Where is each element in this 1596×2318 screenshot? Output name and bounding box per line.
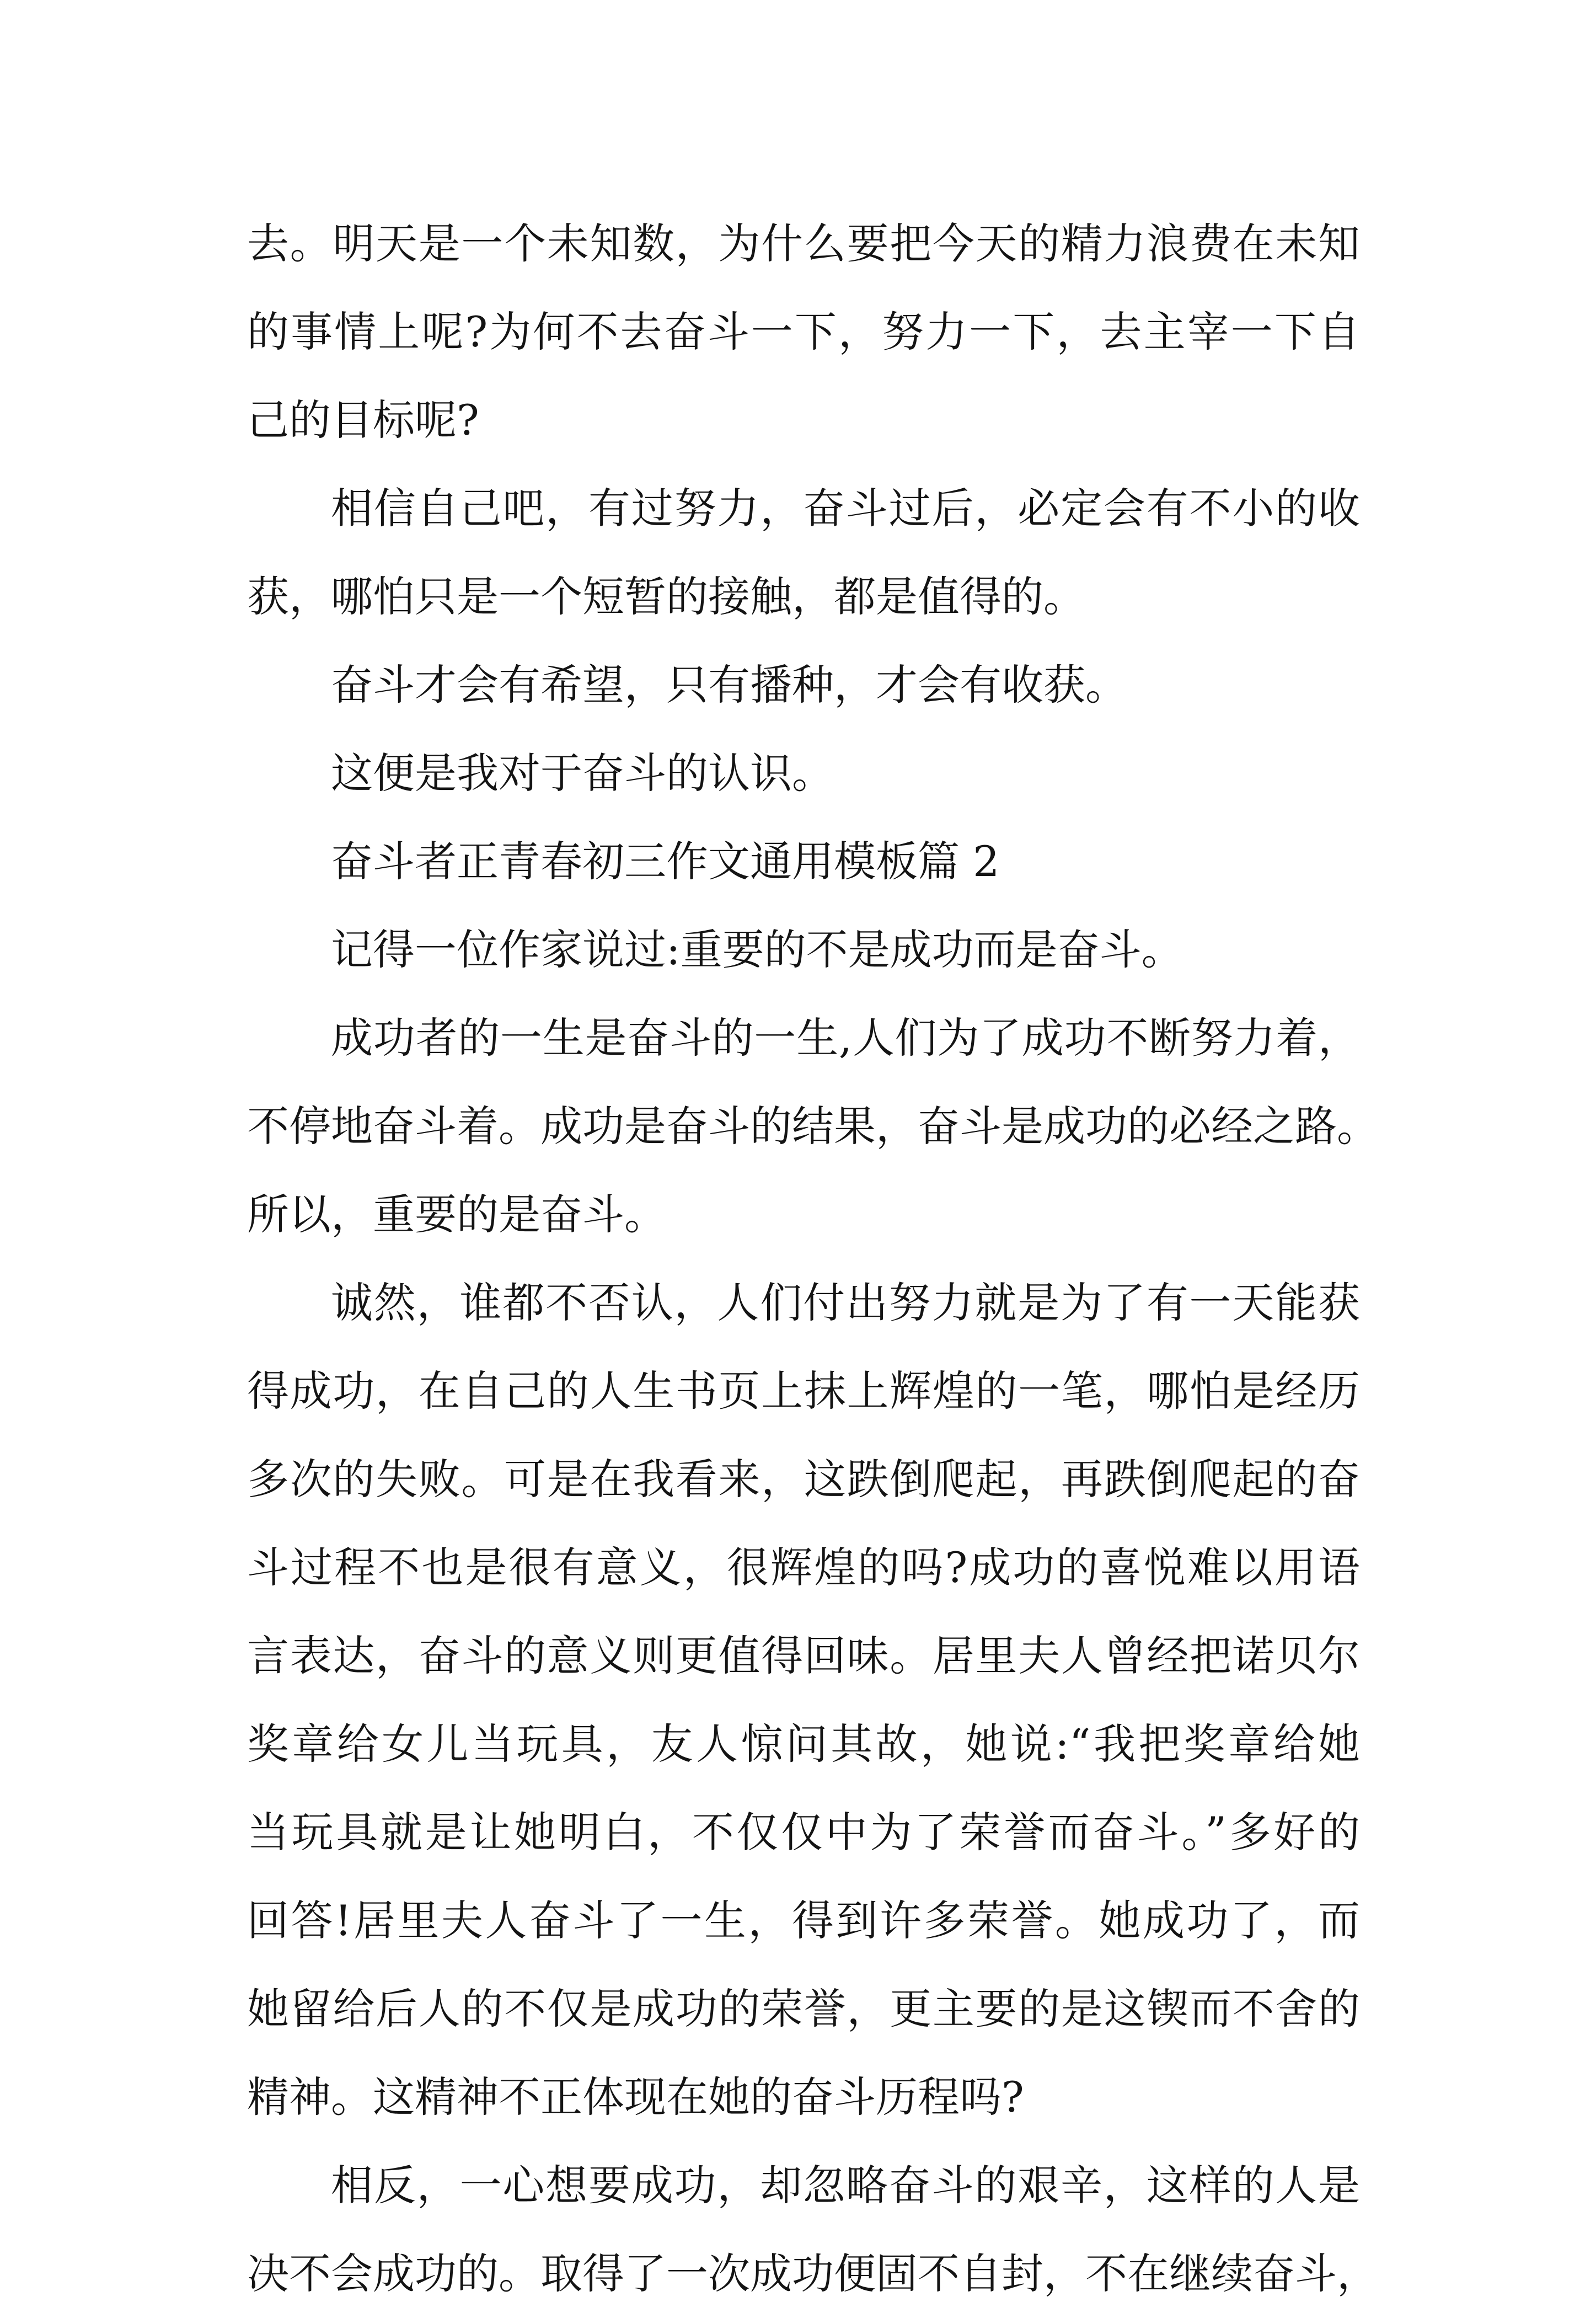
paragraph xyxy=(247,729,1360,818)
paragraph xyxy=(247,906,1360,994)
text-line: 记得一位作家说过:重要的不是成功而是奋斗。 xyxy=(331,925,1183,974)
text-line: 这便是我对于奋斗的认识。 xyxy=(331,749,834,798)
text-line: 得成功，在自己的人生书页上抹上辉煌的一笔，哪怕是经历 xyxy=(247,1366,1360,1416)
text-line: 所以，重要的是奋斗。 xyxy=(247,1190,666,1239)
text-line: 不停地奋斗着。成功是奋斗的结果，奋斗是成功的必经之路。 xyxy=(247,1102,1379,1151)
text-line: 决不会成功的。取得了一次成功便固不自封，不在继续奋斗， xyxy=(247,2249,1379,2298)
text-line: 己的目标呢? xyxy=(247,396,479,445)
paragraph xyxy=(247,464,1360,641)
text-line: 回答!居里夫人奋斗了一生，得到许多荣誉。她成功了，而 xyxy=(247,1896,1360,1945)
paragraph xyxy=(247,641,1360,729)
text-line: 多次的失败。可是在我看来，这跌倒爬起，再跌倒爬起的奋 xyxy=(247,1455,1360,1504)
text-line: 她留给后人的不仅是成功的荣誉，更主要的是这锲而不舍的 xyxy=(247,1984,1360,2033)
text-line: 奋斗才会有希望，只有播种，才会有收获。 xyxy=(331,660,1127,709)
text-line: 诚然，谁都不否认，人们付出努力就是为了有一天能获 xyxy=(331,1278,1360,1327)
text-line: 斗过程不也是很有意义，很辉煌的吗?成功的喜悦难以用语 xyxy=(247,1543,1360,1592)
text-line: 的事情上呢?为何不去奋斗一下，努力一下，去主宰一下自 xyxy=(247,307,1360,356)
section-heading xyxy=(247,818,1360,906)
text-line: 成功者的一生是奋斗的一生,人们为了成功不断努力着， xyxy=(331,1013,1360,1062)
text-line: 去。明天是一个未知数，为什么要把今天的精力浪费在未知 xyxy=(247,219,1360,268)
paragraph xyxy=(247,994,1379,1259)
text-line: 当玩具就是让她明白，不仅仅中为了荣誉而奋斗。”多好的 xyxy=(247,1808,1360,1857)
text-line: 相反，一心想要成功，却忽略奋斗的艰辛，这样的人是 xyxy=(331,2161,1360,2210)
document-body xyxy=(247,200,1379,2318)
text-line: 精神。这精神不正体现在她的奋斗历程吗? xyxy=(247,2073,1024,2122)
text-line: 言表达，奋斗的意义则更值得回味。居里夫人曾经把诺贝尔 xyxy=(247,1631,1360,1680)
paragraph xyxy=(247,2141,1379,2318)
section-heading-text: 奋斗者正青春初三作文通用模板篇 2 xyxy=(331,837,1000,886)
text-line: 获，哪怕只是一个短暂的接触，都是值得的。 xyxy=(247,572,1085,621)
text-line: 奖章给女儿当玩具，友人惊问其故，她说:“我把奖章给她 xyxy=(247,1719,1360,1769)
paragraph xyxy=(247,1259,1360,2141)
paragraph xyxy=(247,200,1360,464)
text-line: 相信自己吧，有过努力，奋斗过后，必定会有不小的收 xyxy=(331,484,1360,533)
